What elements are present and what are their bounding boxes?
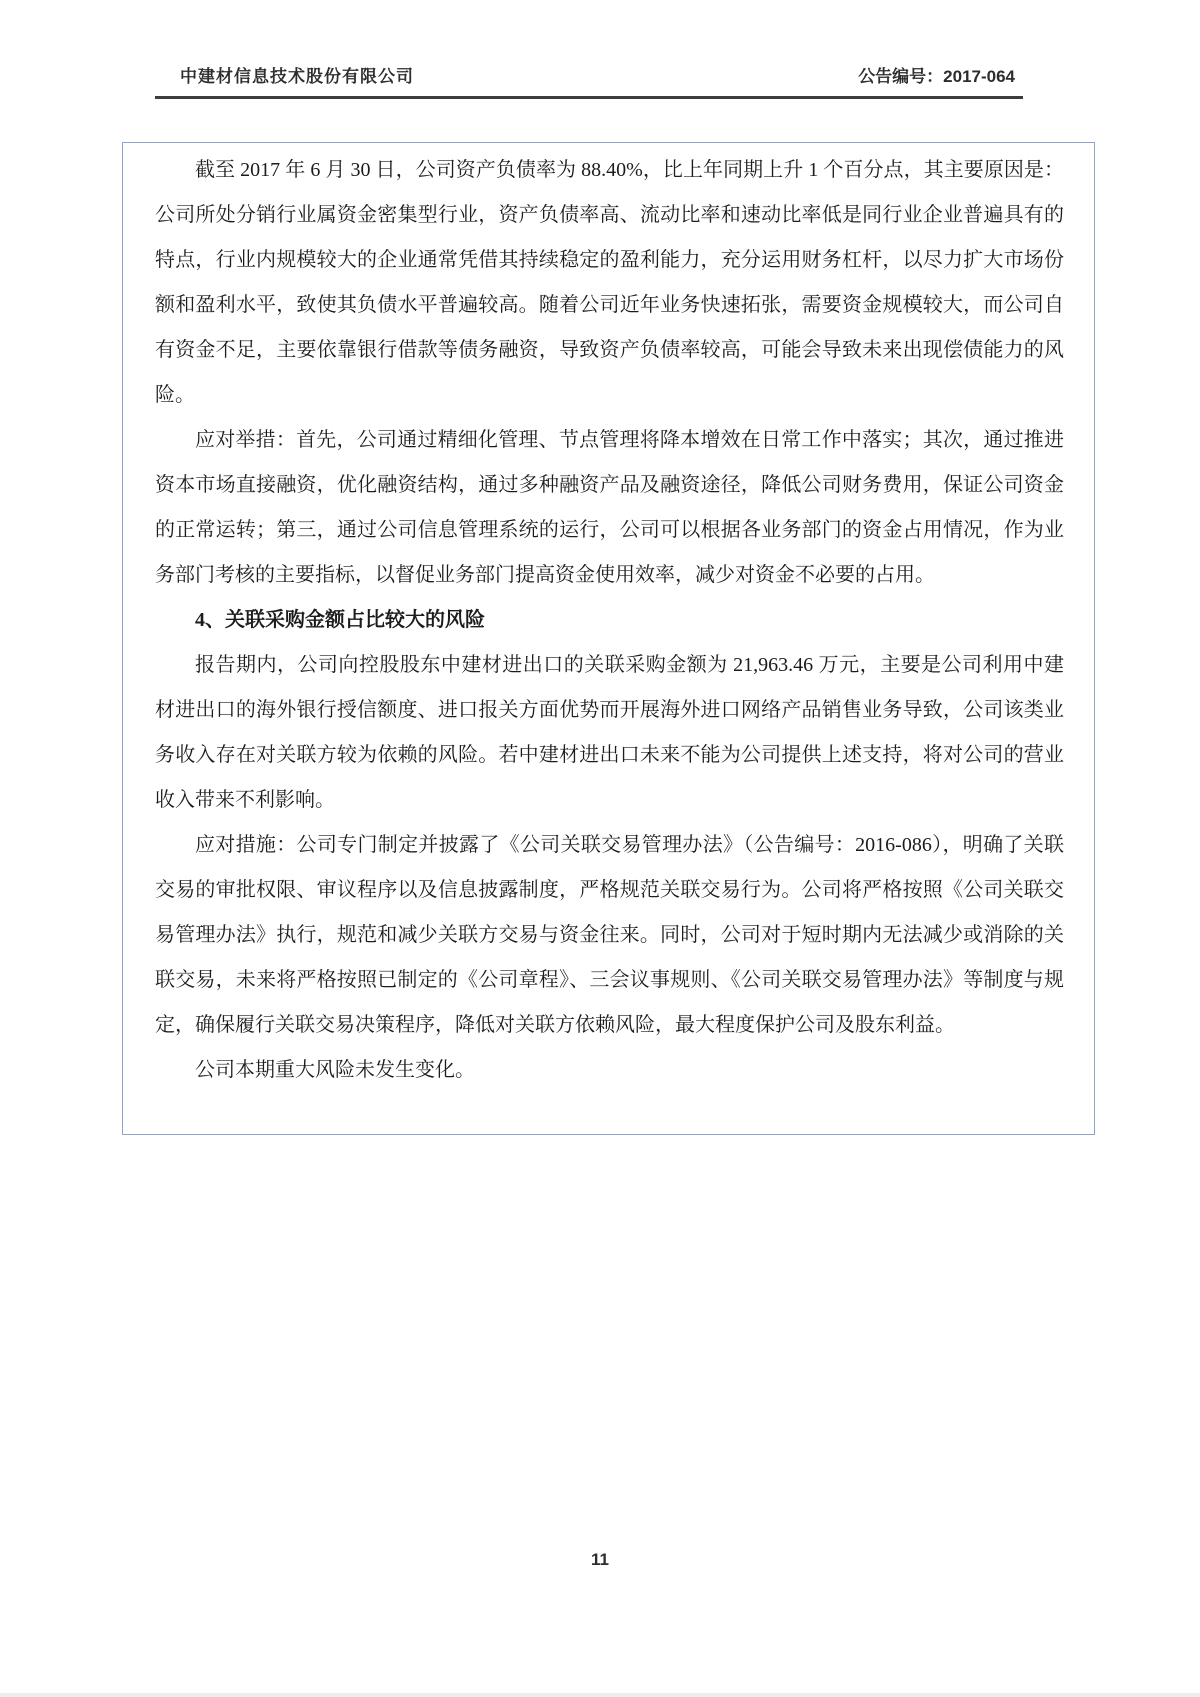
header-divider-line bbox=[155, 96, 1023, 99]
paragraph-related-purchase: 报告期内，公司向控股股东中建材进出口的关联采购金额为 21,963.46 万元，主要是公司利用中建材进出口的海外银行授信额度、进口报关方面优势而开展海外进口网络产品销售业务导致，公司该类业务收入存在对关联方较为依赖的风险。若中建材进出口未来不能为公司提供上述支持，将对公司的营业收入带来不利影响。 bbox=[155, 654, 1064, 811]
page-footer bbox=[0, 1550, 1200, 1570]
paragraph-no-major-risk-change: 公司本期重大风险未发生变化。 bbox=[195, 1059, 475, 1081]
paragraph-debt-ratio: 截至 2017 年 6 月 30 日，公司资产负债率为 88.40%，比上年同期上升 1 个百分点，其主要原因是：公司所处分销行业属资金密集型行业，资产负债率高、流动比率和速动比率低是同行业企业普遍具有的特点，行业内规模较大的企业通常凭借其持续稳定的盈利能力，充分运用财务杠杆，以尽力扩大市场份额和盈利水平，致使其负债水平普遍较高。随着公司近年业务快速拓张，需要资金规模较大，而公司自有资金不足，主要依靠银行借款等债务融资，导致资产负债率较高，可能会导致未来出现偿债能力的风险。 bbox=[155, 159, 1064, 406]
company-name: 中建材信息技术股份有限公司 bbox=[180, 67, 414, 86]
paragraph-related-countermeasures: 应对措施：公司专门制定并披露了《公司关联交易管理办法》（公告编号：2016-086），明确了关联交易的审批权限、审议程序以及信息披露制度，严格规范关联交易行为。公司将严格按照《公司关联交易管理办法》执行，规范和减少关联方交易与资金往来。同时，公司对于短时期内无法减少或消除的关联交易，未来将严格按照已制定的《公司章程》、三会议事规则、《公司关联交易管理办法》等制度与规定，确保履行关联交易决策程序，降低对关联方依赖风险，最大程度保护公司及股东利益。 bbox=[155, 834, 1064, 1036]
paragraph-debt-countermeasures: 应对举措：首先，公司通过精细化管理、节点管理将降本增效在日常工作中落实；其次，通过推进资本市场直接融资，优化融资结构，通过多种融资产品及融资途径，降低公司财务费用，保证公司资金的正常运转；第三，通过公司信息管理系统的运行，公司可以根据各业务部门的资金占用情况，作为业务部门考核的主要指标，以督促业务部门提高资金使用效率，减少对资金不必要的占用。 bbox=[155, 429, 1064, 586]
risk-section-box bbox=[122, 142, 1095, 1135]
page-header bbox=[155, 58, 1023, 92]
section-heading-related-purchase-risk: 4、关联采购金额占比较大的风险 bbox=[195, 609, 485, 631]
announcement-number: 公告编号：2017-064 bbox=[858, 67, 1015, 86]
scan-bottom-edge bbox=[0, 1693, 1200, 1697]
page-number: 11 bbox=[591, 1550, 609, 1569]
